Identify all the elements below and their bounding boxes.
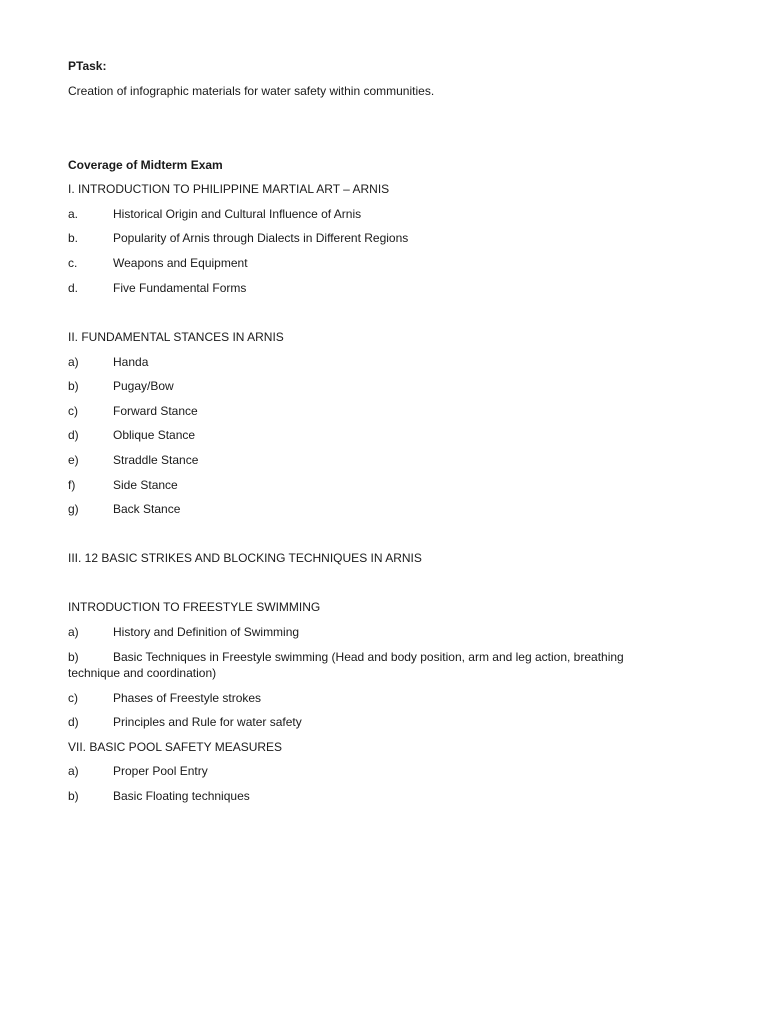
list-item (68, 788, 250, 804)
list-item (68, 452, 198, 468)
list-marker: a. (68, 207, 79, 221)
list-marker: a) (68, 625, 79, 639)
list-item (68, 354, 148, 370)
list-item-text: Five Fundamental Forms (113, 281, 247, 295)
list-marker: d) (68, 715, 79, 729)
list-item-text: Phases of Freestyle strokes (113, 691, 262, 705)
list-item (68, 624, 299, 640)
ptask-description: Creation of infographic materials for water safety within communities. (68, 84, 435, 98)
list-item-text: Principles and Rule for water safety (113, 715, 302, 729)
section3-heading: III. 12 BASIC STRIKES AND BLOCKING TECHNIQUES IN ARNIS (68, 551, 422, 565)
list-item-text: Handa (113, 355, 149, 369)
list-item-text: Basic Techniques in Freestyle swimming (Head and body position, arm and leg action, breathing technique and coordination) (68, 650, 624, 680)
list-item (68, 501, 180, 517)
list-marker: b) (68, 789, 79, 803)
list-marker: c) (68, 691, 78, 705)
list-item-text: History and Definition of Swimming (113, 625, 300, 639)
list-item-text: Proper Pool Entry (113, 764, 208, 778)
list-marker: d) (68, 428, 79, 442)
list-item (68, 403, 198, 419)
list-item-text: Popularity of Arnis through Dialects in Different Regions (113, 231, 409, 245)
list-marker: c) (68, 404, 78, 418)
list-item-text: Pugay/Bow (113, 379, 174, 393)
list-item-text: Basic Floating techniques (113, 789, 250, 803)
list-item (68, 255, 248, 271)
coverage-title: Coverage of Midterm Exam (68, 158, 223, 172)
list-item-text: Historical Origin and Cultural Influence of Arnis (113, 207, 362, 221)
list-item (68, 280, 246, 296)
section4-heading: INTRODUCTION TO FREESTYLE SWIMMING (68, 600, 321, 614)
list-marker: f) (68, 478, 76, 492)
list-marker: g) (68, 502, 79, 516)
list-item (68, 206, 361, 222)
list-item-text: Oblique Stance (113, 428, 196, 442)
list-item (68, 763, 208, 779)
list-item-text: Back Stance (113, 502, 181, 516)
list-marker: d. (68, 281, 79, 295)
list-marker: c. (68, 256, 78, 270)
list-marker: b. (68, 231, 79, 245)
list-item (68, 714, 302, 730)
list-item (68, 427, 195, 443)
list-item-text: Side Stance (113, 478, 178, 492)
section1-heading: I. INTRODUCTION TO PHILIPPINE MARTIAL ART – ARNIS (68, 182, 390, 196)
list-item-text: Weapons and Equipment (113, 256, 248, 270)
list-marker: a) (68, 764, 79, 778)
list-marker: b) (68, 379, 79, 393)
list-item (68, 649, 668, 681)
ptask-label: PTask: (68, 59, 107, 73)
list-marker: e) (68, 453, 79, 467)
list-item (68, 230, 408, 246)
list-item (68, 378, 174, 394)
list-marker: b) (68, 650, 79, 664)
list-item-text: Straddle Stance (113, 453, 199, 467)
list-item-text: Forward Stance (113, 404, 198, 418)
list-item (68, 477, 178, 493)
list-marker: a) (68, 355, 79, 369)
section5-heading: VII. BASIC POOL SAFETY MEASURES (68, 740, 283, 754)
section2-heading: II. FUNDAMENTAL STANCES IN ARNIS (68, 330, 284, 344)
list-item (68, 690, 261, 706)
